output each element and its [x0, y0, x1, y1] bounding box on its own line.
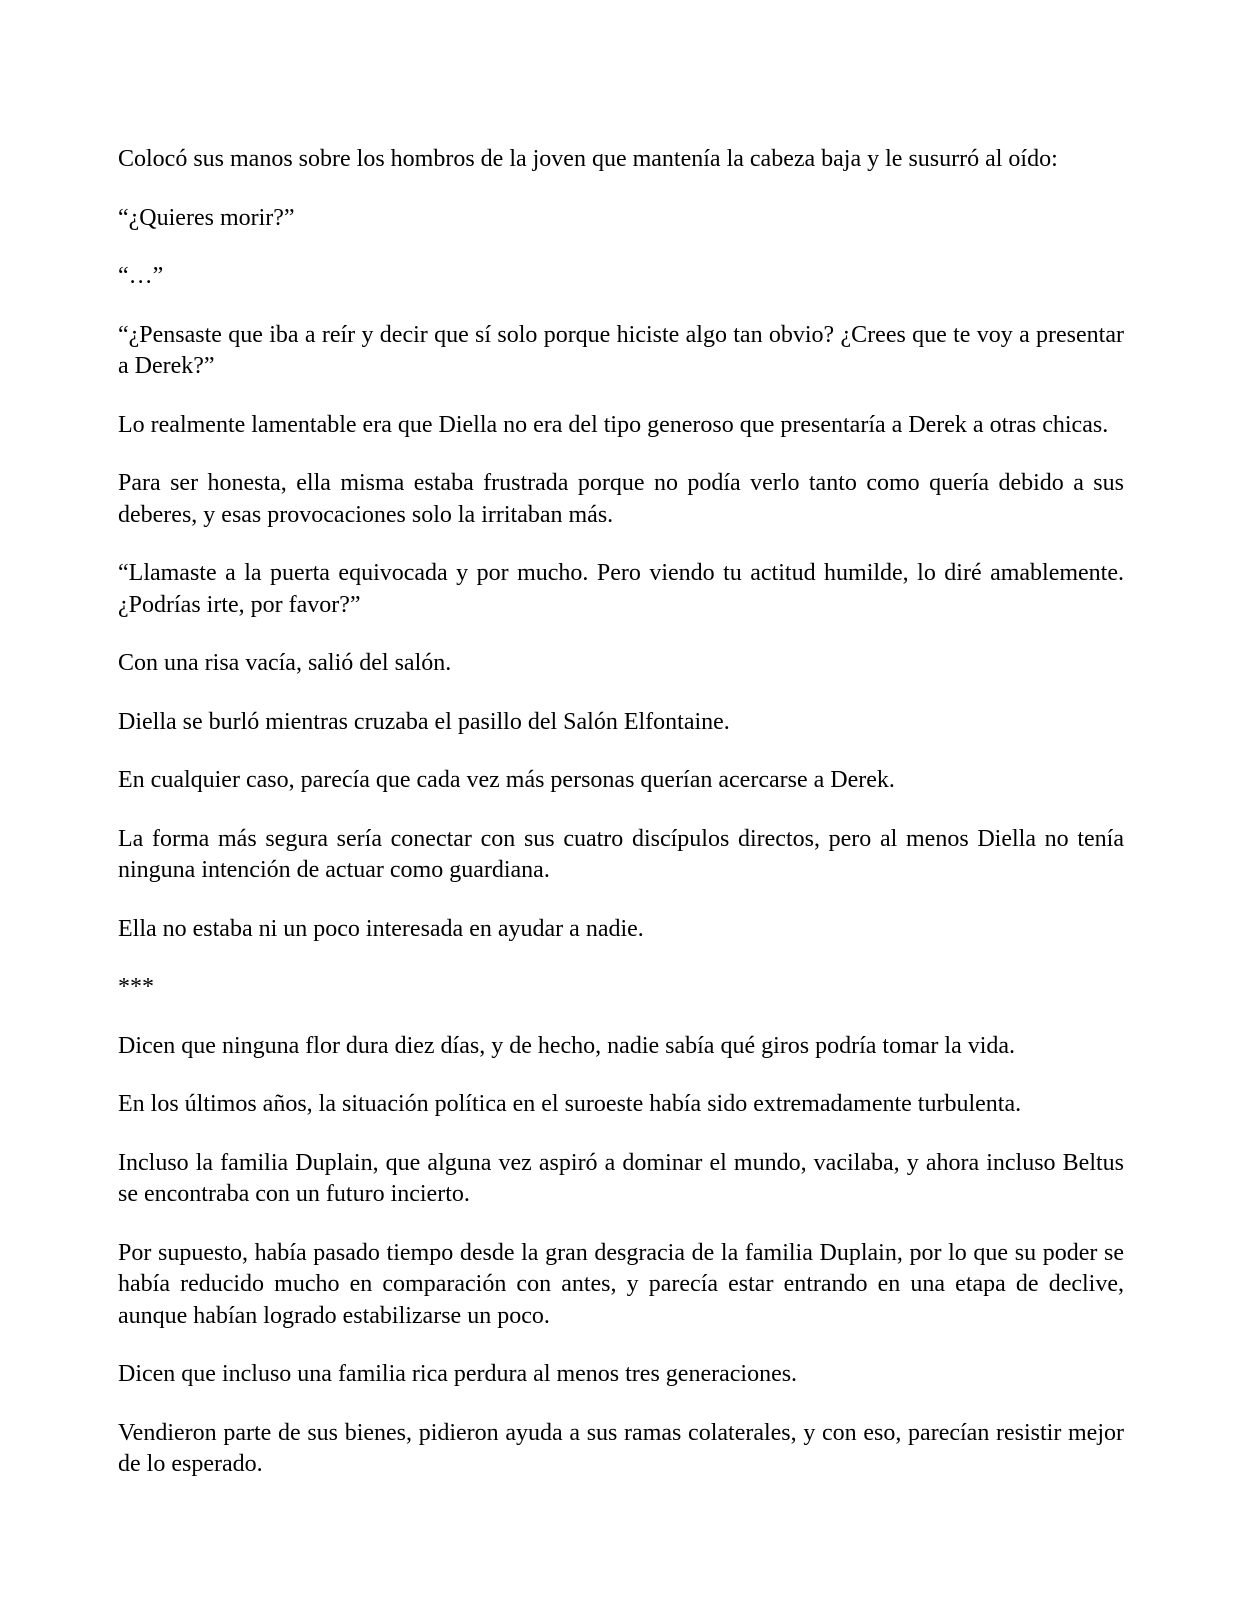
- paragraph-11: La forma más segura sería conectar con sus cuatro discípulos directos, pero al menos Diella no tenía ninguna intención de actuar como guardiana.: [118, 825, 1124, 883]
- paragraph-7: “Llamaste a la puerta equivocada y por mucho. Pero viendo tu actitud humilde, lo diré amablemente. ¿Podrías irte, por favor?”: [118, 560, 1124, 618]
- paragraph-6: Para ser honesta, ella misma estaba frustrada porque no podía verlo tanto como quería debido a sus deberes, y esas provocaciones solo la irritaban más.: [118, 470, 1124, 528]
- paragraph-12: Ella no estaba ni un poco interesada en ayudar a nadie.: [118, 915, 644, 942]
- scene-break: ***: [118, 974, 154, 1000]
- document-page: [118, 144, 1124, 1508]
- paragraph-18: Vendieron parte de sus bienes, pidieron ayuda a sus ramas colaterales, y con eso, parecían resistir mejor de lo esperado.: [118, 1419, 1124, 1477]
- paragraph-8: Con una risa vacía, salió del salón.: [118, 650, 452, 676]
- paragraph-5: Lo realmente lamentable era que Diella no era del tipo generoso que presentaría a Derek a otras chicas.: [118, 411, 1109, 438]
- paragraph-9: Diella se burló mientras cruzaba el pasillo del Salón Elfontaine.: [118, 708, 730, 735]
- paragraph-1: Colocó sus manos sobre los hombros de la joven que mantenía la cabeza baja y le susurró al oído:: [118, 146, 1058, 172]
- paragraph-14: En los últimos años, la situación política en el suroeste había sido extremadamente turbulenta.: [118, 1091, 1022, 1117]
- paragraph-17: Dicen que incluso una familia rica perdura al menos tres generaciones.: [118, 1361, 798, 1387]
- paragraph-3: “…”: [118, 263, 164, 289]
- paragraph-15: Incluso la familia Duplain, que alguna vez aspiró a dominar el mundo, vacilaba, y ahora incluso Beltus se encontraba con un futuro incierto.: [118, 1149, 1124, 1207]
- paragraph-10: En cualquier caso, parecía que cada vez más personas querían acercarse a Derek.: [118, 767, 895, 793]
- paragraph-4: “¿Pensaste que iba a reír y decir que sí solo porque hiciste algo tan obvio? ¿Crees que te voy a presentar a Derek?”: [118, 321, 1124, 379]
- paragraph-2: “¿Quieres morir?”: [118, 204, 295, 231]
- paragraph-13: Dicen que ninguna flor dura diez días, y de hecho, nadie sabía qué giros podría tomar la vida.: [118, 1032, 1016, 1059]
- paragraph-16: Por supuesto, había pasado tiempo desde la gran desgracia de la familia Duplain, por lo que su poder se había reducido mucho en comparación con antes, y parecía estar entrando en una etapa de declive, aunque habían logrado estabilizarse un poco.: [118, 1239, 1124, 1329]
